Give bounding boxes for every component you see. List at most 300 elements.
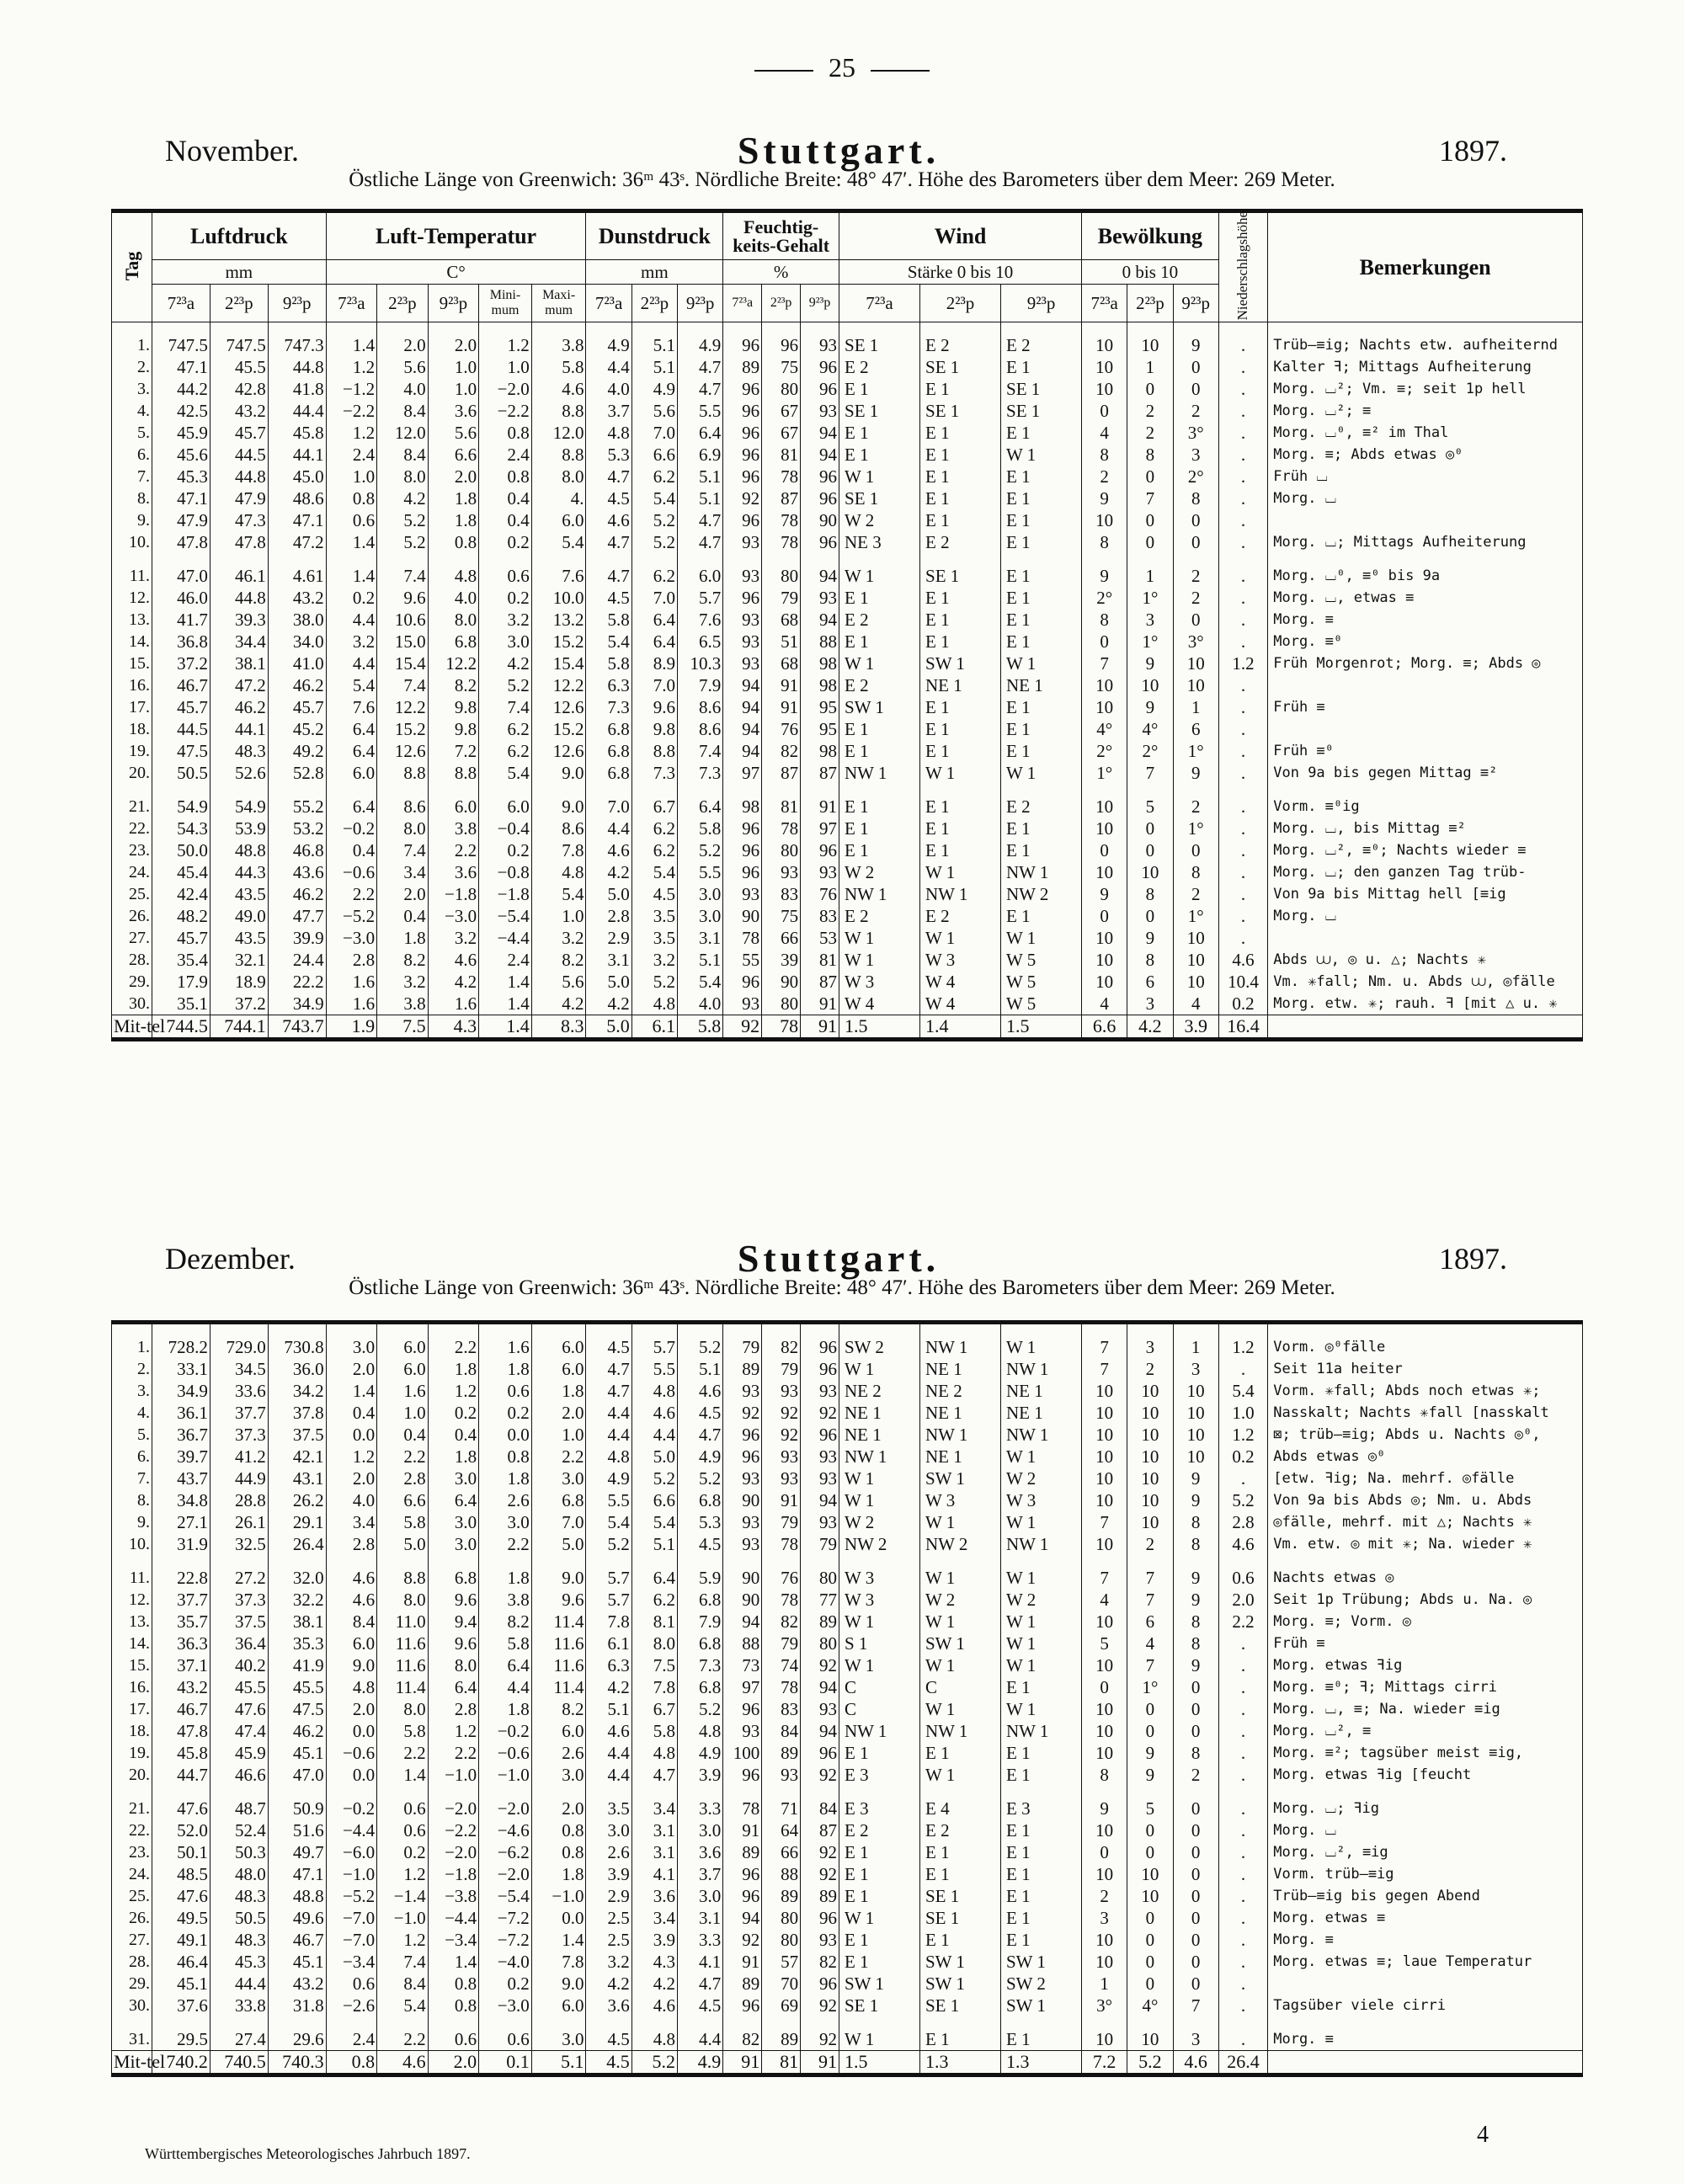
table-row — [112, 1567, 1583, 1589]
value-cell: 46.6 — [210, 1764, 268, 1798]
table-row — [112, 674, 1583, 696]
value-cell: 44.8 — [210, 587, 268, 609]
obs-2p: 2²³p — [920, 284, 1001, 322]
wind-cell: E 1 — [839, 1929, 920, 1951]
value-cell: . — [1218, 762, 1267, 796]
remark-cell — [1268, 2051, 1583, 2075]
value-cell: 4.3 — [632, 1951, 677, 1973]
value-cell: 4° — [1127, 1995, 1173, 2028]
value-cell: 4.7 — [586, 1358, 632, 1380]
value-cell: 79 — [762, 1633, 801, 1654]
wind-cell: W 4 — [920, 993, 1001, 1015]
value-cell: 12.6 — [377, 740, 429, 762]
value-cell: 3.2 — [479, 609, 532, 631]
wind-cell: E 1 — [920, 2028, 1001, 2051]
unit-luftdruck: mm — [152, 260, 327, 284]
value-cell: 9 — [1173, 1489, 1218, 1511]
value-cell: 43.6 — [268, 861, 326, 883]
remark-cell — [1268, 1973, 1583, 1995]
value-cell: 76 — [801, 883, 839, 905]
value-cell: 2.0 — [428, 466, 479, 487]
wind-cell: E 1 — [839, 631, 920, 653]
value-cell: 0.4 — [479, 509, 532, 531]
value-cell: 7.3 — [586, 696, 632, 718]
value-cell: 96 — [801, 1358, 839, 1380]
value-cell: 0.6 — [326, 1973, 377, 1995]
wind-cell: W 1 — [920, 1698, 1001, 1720]
value-cell: 8 — [1173, 1533, 1218, 1567]
wind-cell: SW 1 — [839, 1973, 920, 1995]
value-cell: 4 — [1082, 422, 1127, 444]
value-cell: 45.1 — [152, 1973, 210, 1995]
value-cell: 0 — [1127, 1819, 1173, 1841]
wind-cell: E 1 — [1001, 2028, 1082, 2051]
value-cell: 8.8 — [531, 444, 586, 466]
value-cell: 10 — [1127, 1380, 1173, 1402]
value-cell: 1.8 — [428, 509, 479, 531]
value-cell: 3 — [1127, 993, 1173, 1015]
value-cell: 81 — [801, 949, 839, 971]
value-cell: 22.8 — [152, 1567, 210, 1589]
remark-cell — [1268, 1015, 1583, 1040]
value-cell: 4.7 — [586, 565, 632, 587]
value-cell: 6.6 — [377, 1489, 429, 1511]
value-cell: 9.0 — [531, 1973, 586, 1995]
value-cell: 6.8 — [586, 718, 632, 740]
wind-cell: E 1 — [920, 818, 1001, 839]
value-cell: 3 — [1173, 444, 1218, 466]
wind-cell: E 1 — [1001, 487, 1082, 509]
table-row — [112, 1633, 1583, 1654]
value-cell: 47.9 — [152, 509, 210, 531]
day-cell: 14. — [112, 1633, 152, 1654]
value-cell: 5.8 — [677, 1015, 722, 1040]
table-row — [112, 1907, 1583, 1929]
value-cell: 75 — [762, 905, 801, 927]
value-cell: 3.5 — [586, 1798, 632, 1819]
obs-9p: 9²³p — [1001, 284, 1082, 322]
value-cell: 4.4 — [586, 1424, 632, 1446]
value-cell: 54.9 — [210, 796, 268, 818]
value-cell: 8.2 — [531, 1698, 586, 1720]
value-cell: 45.7 — [268, 696, 326, 718]
value-cell: 4.4 — [678, 2028, 723, 2051]
wind-cell: E 1 — [1001, 905, 1082, 927]
wind-cell: E 3 — [839, 1798, 920, 1819]
value-cell: 4.5 — [678, 1995, 723, 2028]
value-cell: 7 — [1082, 1323, 1127, 1359]
value-cell: 10 — [1082, 1402, 1127, 1424]
remark-cell: Von 9a bis Abds ◎; Nm. u. Abds — [1268, 1489, 1583, 1511]
value-cell: −1.0 — [377, 1907, 429, 1929]
col-luftdruck: Luftdruck — [152, 211, 327, 260]
value-cell: 5.2 — [586, 1533, 632, 1567]
value-cell: 67 — [762, 400, 801, 422]
value-cell: 96 — [723, 1885, 762, 1907]
day-cell: 1. — [112, 322, 152, 357]
value-cell: 55.2 — [268, 796, 326, 818]
value-cell: 0 — [1082, 905, 1127, 927]
value-cell: 7 — [1082, 1358, 1127, 1380]
wind-cell: E 4 — [920, 1798, 1001, 1819]
wind-cell: W 2 — [839, 509, 920, 531]
value-cell: 1.6 — [326, 993, 377, 1015]
value-cell: 2 — [1173, 796, 1218, 818]
value-cell: . — [1218, 818, 1267, 839]
wind-cell: SE 1 — [920, 1907, 1001, 1929]
value-cell: 0 — [1173, 1929, 1218, 1951]
value-cell: 80 — [762, 839, 801, 861]
value-cell: 5.4 — [1218, 1380, 1267, 1402]
value-cell: 93 — [762, 1380, 801, 1402]
wind-cell: W 1 — [839, 949, 920, 971]
value-cell: 4.2 — [531, 993, 586, 1015]
day-cell: 1. — [112, 1323, 152, 1359]
value-cell: 0 — [1127, 378, 1173, 400]
value-cell: 49.1 — [152, 1929, 210, 1951]
value-cell: . — [1218, 1841, 1267, 1863]
value-cell: 96 — [723, 322, 762, 357]
value-cell: 6.2 — [632, 839, 677, 861]
remark-cell: ◎fälle, mehrf. mit △; Nachts ✳ — [1268, 1511, 1583, 1533]
value-cell: 97 — [723, 762, 762, 796]
value-cell: 6.6 — [632, 1489, 677, 1511]
value-cell: 4.1 — [632, 1863, 677, 1885]
value-cell: . — [1218, 1929, 1267, 1951]
day-cell: 26. — [112, 1907, 152, 1929]
value-cell: 2° — [1082, 587, 1127, 609]
remark-cell: Morg. ≡²; tagsüber meist ≡ig, — [1268, 1742, 1583, 1764]
value-cell: 1° — [1173, 818, 1218, 839]
wind-cell: W 1 — [839, 1611, 920, 1633]
remark-cell: Morg. ⌴, etwas ≡ — [1268, 587, 1583, 609]
value-cell: 27.1 — [152, 1511, 210, 1533]
value-cell: 8.8 — [377, 1567, 429, 1589]
value-cell: 7.0 — [632, 422, 677, 444]
value-cell: 5.2 — [678, 1468, 723, 1489]
wind-cell: W 1 — [839, 2028, 920, 2051]
value-cell: 94 — [723, 1611, 762, 1633]
value-cell: 5.1 — [531, 2051, 586, 2075]
value-cell: 6.2 — [632, 466, 677, 487]
value-cell: 96 — [723, 839, 762, 861]
remark-cell — [1268, 509, 1583, 531]
value-cell: 5.8 — [632, 1720, 677, 1742]
wind-cell: W 1 — [839, 1489, 920, 1511]
value-cell: 6 — [1127, 1611, 1173, 1633]
value-cell: 0 — [1082, 1676, 1127, 1698]
value-cell: 96 — [801, 466, 839, 487]
value-cell: 5.4 — [586, 1511, 632, 1533]
value-cell: 91 — [762, 674, 801, 696]
value-cell: 87 — [762, 487, 801, 509]
value-cell: . — [1218, 565, 1267, 587]
value-cell: 71 — [762, 1798, 801, 1819]
value-cell: 92 — [801, 1841, 839, 1863]
value-cell: 0.6 — [479, 1380, 532, 1402]
value-cell: 91 — [801, 796, 839, 818]
wind-cell: E 2 — [839, 905, 920, 927]
wind-cell: E 1 — [920, 796, 1001, 818]
value-cell: 92 — [801, 1654, 839, 1676]
value-cell: 92 — [801, 1402, 839, 1424]
value-cell: 47.2 — [268, 531, 326, 565]
unit-bew: 0 bis 10 — [1082, 260, 1219, 284]
value-cell: 1.4 — [326, 1380, 377, 1402]
value-cell: 5.8 — [531, 356, 586, 378]
value-cell: 41.0 — [268, 653, 326, 674]
value-cell: 90 — [723, 1589, 762, 1611]
value-cell: 44.8 — [210, 466, 268, 487]
value-cell: 69 — [762, 1995, 801, 2028]
table-row — [112, 1764, 1583, 1798]
value-cell: 48.3 — [210, 740, 268, 762]
value-cell: 6.4 — [428, 1489, 479, 1511]
col-bem: Bemerkungen — [1268, 211, 1583, 322]
value-cell: 5.6 — [632, 400, 677, 422]
value-cell: −2.0 — [479, 1798, 532, 1819]
value-cell: 81 — [762, 796, 801, 818]
value-cell: 3.0 — [428, 1511, 479, 1533]
value-cell: 2.8 — [1218, 1511, 1267, 1533]
day-cell: 9. — [112, 509, 152, 531]
value-cell: 4.4 — [326, 609, 377, 631]
value-cell: 0.0 — [326, 1720, 377, 1742]
value-cell: 6.0 — [531, 1995, 586, 2028]
value-cell: 10 — [1082, 696, 1127, 718]
value-cell: 12.6 — [531, 696, 586, 718]
value-cell: 10 — [1082, 1742, 1127, 1764]
value-cell: 6.1 — [586, 1633, 632, 1654]
value-cell: 3° — [1173, 422, 1218, 444]
value-cell: 68 — [762, 609, 801, 631]
value-cell: 81 — [762, 444, 801, 466]
wind-cell: NW 1 — [920, 1720, 1001, 1742]
remark-cell: Morg. ⌴; ꟻig — [1268, 1798, 1583, 1819]
value-cell: 8.4 — [377, 1973, 429, 1995]
value-cell: 0 — [1173, 1698, 1218, 1720]
value-cell: 6.0 — [531, 1323, 586, 1359]
value-cell: 92 — [801, 1995, 839, 2028]
value-cell: −2.2 — [326, 400, 377, 422]
value-cell: . — [1218, 1720, 1267, 1742]
value-cell: −1.8 — [428, 1863, 479, 1885]
wind-cell: NW 1 — [839, 1720, 920, 1742]
value-cell: 5.5 — [677, 400, 722, 422]
value-cell: 3.9 — [586, 1863, 632, 1885]
remark-cell: Vorm. trüb—≡ig — [1268, 1863, 1583, 1885]
value-cell: 7 — [1082, 653, 1127, 674]
value-cell: 5.0 — [586, 883, 632, 905]
value-cell: 5.2 — [632, 2051, 677, 2075]
value-cell: 39 — [762, 949, 801, 971]
value-cell: 34.9 — [152, 1380, 210, 1402]
remark-cell: Morg. ⌴ — [1268, 905, 1583, 927]
day-cell: 17. — [112, 696, 152, 718]
value-cell: 93 — [801, 322, 839, 357]
value-cell: −0.2 — [479, 1720, 532, 1742]
value-cell: 15.4 — [377, 653, 429, 674]
value-cell: 0 — [1127, 1973, 1173, 1995]
value-cell: 2 — [1173, 565, 1218, 587]
wind-cell: W 1 — [1001, 1611, 1082, 1633]
value-cell: 6.0 — [326, 762, 377, 796]
value-cell: 4.8 — [632, 1380, 677, 1402]
value-cell: 1.0 — [377, 1402, 429, 1424]
day-cell: 26. — [112, 905, 152, 927]
value-cell: 2 — [1127, 1533, 1173, 1567]
value-cell: 0.4 — [428, 1424, 479, 1446]
value-cell: 3.3 — [678, 1798, 723, 1819]
value-cell: 0 — [1173, 1907, 1218, 1929]
value-cell: 38.1 — [268, 1611, 326, 1633]
wind-cell: E 1 — [920, 696, 1001, 718]
value-cell: 6.0 — [377, 1323, 429, 1359]
value-cell: 9.6 — [428, 1633, 479, 1654]
value-cell: 6.4 — [326, 718, 377, 740]
value-cell: 0.4 — [326, 1402, 377, 1424]
value-cell: 10 — [1082, 1380, 1127, 1402]
value-cell: 10 — [1127, 1402, 1173, 1424]
table-row — [112, 378, 1583, 400]
value-cell: . — [1218, 1907, 1267, 1929]
value-cell: 2.6 — [531, 1742, 586, 1764]
value-cell: −4.0 — [479, 1951, 532, 1973]
wind-cell: E 1 — [1001, 1819, 1082, 1841]
value-cell: 45.7 — [210, 422, 268, 444]
remark-cell: Vorm. ◎⁰fälle — [1268, 1323, 1583, 1359]
value-cell: −4.4 — [479, 927, 532, 949]
value-cell: 4.0 — [377, 378, 429, 400]
table-row — [112, 1929, 1583, 1951]
value-cell: 96 — [801, 1973, 839, 1995]
value-cell: 4.6 — [326, 1567, 377, 1589]
value-cell: 4.2 — [377, 487, 429, 509]
value-cell: 47.1 — [268, 1863, 326, 1885]
value-cell: 6.4 — [632, 1567, 677, 1589]
value-cell: −4.4 — [428, 1907, 479, 1929]
value-cell: 1.2 — [428, 1380, 479, 1402]
day-cell: 28. — [112, 1951, 152, 1973]
day-cell: 6. — [112, 1446, 152, 1468]
value-cell: 2.8 — [586, 905, 632, 927]
value-cell: 1° — [1173, 905, 1218, 927]
value-cell: 76 — [762, 1567, 801, 1589]
value-cell: 3 — [1127, 609, 1173, 631]
value-cell: 46.2 — [268, 674, 326, 696]
value-cell: 744.1 — [210, 1015, 268, 1040]
value-cell: 91 — [801, 993, 839, 1015]
value-cell: 10 — [1173, 1424, 1218, 1446]
value-cell: −1.2 — [326, 378, 377, 400]
value-cell: 7.8 — [531, 839, 586, 861]
value-cell: 37.5 — [268, 1424, 326, 1446]
wind-cell: E 1 — [1001, 818, 1082, 839]
value-cell: 7.4 — [377, 674, 429, 696]
value-cell: 1.0 — [531, 1424, 586, 1446]
value-cell: 8 — [1082, 1764, 1127, 1798]
wind-cell: E 1 — [839, 796, 920, 818]
value-cell: 2.6 — [479, 1489, 532, 1511]
wind-cell: E 1 — [839, 422, 920, 444]
value-cell: 4.61 — [268, 565, 326, 587]
wind-cell: E 1 — [920, 839, 1001, 861]
value-cell: 92 — [723, 1402, 762, 1424]
value-cell: 78 — [762, 1676, 801, 1698]
value-cell: 3.2 — [586, 1951, 632, 1973]
value-cell: 4.2 — [586, 861, 632, 883]
value-cell: 7 — [1127, 1567, 1173, 1589]
col-min: Mini-mum — [479, 284, 532, 322]
remark-cell: Morg. ⌴²; ≡ — [1268, 400, 1583, 422]
value-cell: 4° — [1082, 718, 1127, 740]
table-row — [112, 796, 1583, 818]
value-cell: 10 — [1082, 949, 1127, 971]
wind-cell: C — [839, 1676, 920, 1698]
value-cell: 5.8 — [377, 1511, 429, 1533]
wind-cell: E 1 — [839, 718, 920, 740]
value-cell: 35.7 — [152, 1611, 210, 1633]
value-cell: −2.0 — [428, 1798, 479, 1819]
value-cell: 98 — [801, 653, 839, 674]
value-cell: 75 — [762, 356, 801, 378]
value-cell: 35.3 — [268, 1633, 326, 1654]
value-cell: 41.8 — [268, 378, 326, 400]
value-cell: 1.8 — [479, 1358, 532, 1380]
value-cell: . — [1218, 322, 1267, 357]
value-cell: 49.0 — [210, 905, 268, 927]
wind-cell: W 2 — [1001, 1468, 1082, 1489]
value-cell: 2.2 — [1218, 1611, 1267, 1633]
wind-cell: SW 2 — [1001, 1973, 1082, 1995]
value-cell: 1.8 — [531, 1863, 586, 1885]
wind-cell: SW 1 — [839, 696, 920, 718]
day-cell: 14. — [112, 631, 152, 653]
value-cell: 6.2 — [479, 718, 532, 740]
value-cell: 8 — [1173, 861, 1218, 883]
value-cell: 4.1 — [678, 1951, 723, 1973]
value-cell: 0.8 — [428, 531, 479, 565]
day-cell: 21. — [112, 1798, 152, 1819]
value-cell: 5.4 — [531, 883, 586, 905]
value-cell: 83 — [801, 905, 839, 927]
value-cell: 93 — [723, 1511, 762, 1533]
value-cell: 8 — [1127, 949, 1173, 971]
value-cell: 91 — [723, 1819, 762, 1841]
table-row — [112, 1676, 1583, 1698]
value-cell: 49.5 — [152, 1907, 210, 1929]
wind-cell: E 1 — [920, 718, 1001, 740]
value-cell: . — [1218, 1764, 1267, 1798]
value-cell: 36.3 — [152, 1633, 210, 1654]
value-cell: 36.4 — [210, 1633, 268, 1654]
value-cell: 5.2 — [377, 509, 429, 531]
obs-2p: 2²³p — [762, 284, 801, 322]
value-cell: 48.5 — [152, 1863, 210, 1885]
value-cell: 8 — [1173, 487, 1218, 509]
value-cell: 4.7 — [678, 1973, 723, 1995]
value-cell: 48.8 — [268, 1885, 326, 1907]
value-cell: 4 — [1082, 1589, 1127, 1611]
value-cell: 4.6 — [326, 1589, 377, 1611]
wind-cell: NW 1 — [1001, 1720, 1082, 1742]
value-cell: 0.6 — [1218, 1567, 1267, 1589]
value-cell: 52.4 — [210, 1819, 268, 1841]
value-cell: . — [1218, 1885, 1267, 1907]
value-cell: 7.3 — [677, 762, 722, 796]
value-cell: 6.0 — [531, 509, 586, 531]
value-cell: 5.0 — [531, 1533, 586, 1567]
